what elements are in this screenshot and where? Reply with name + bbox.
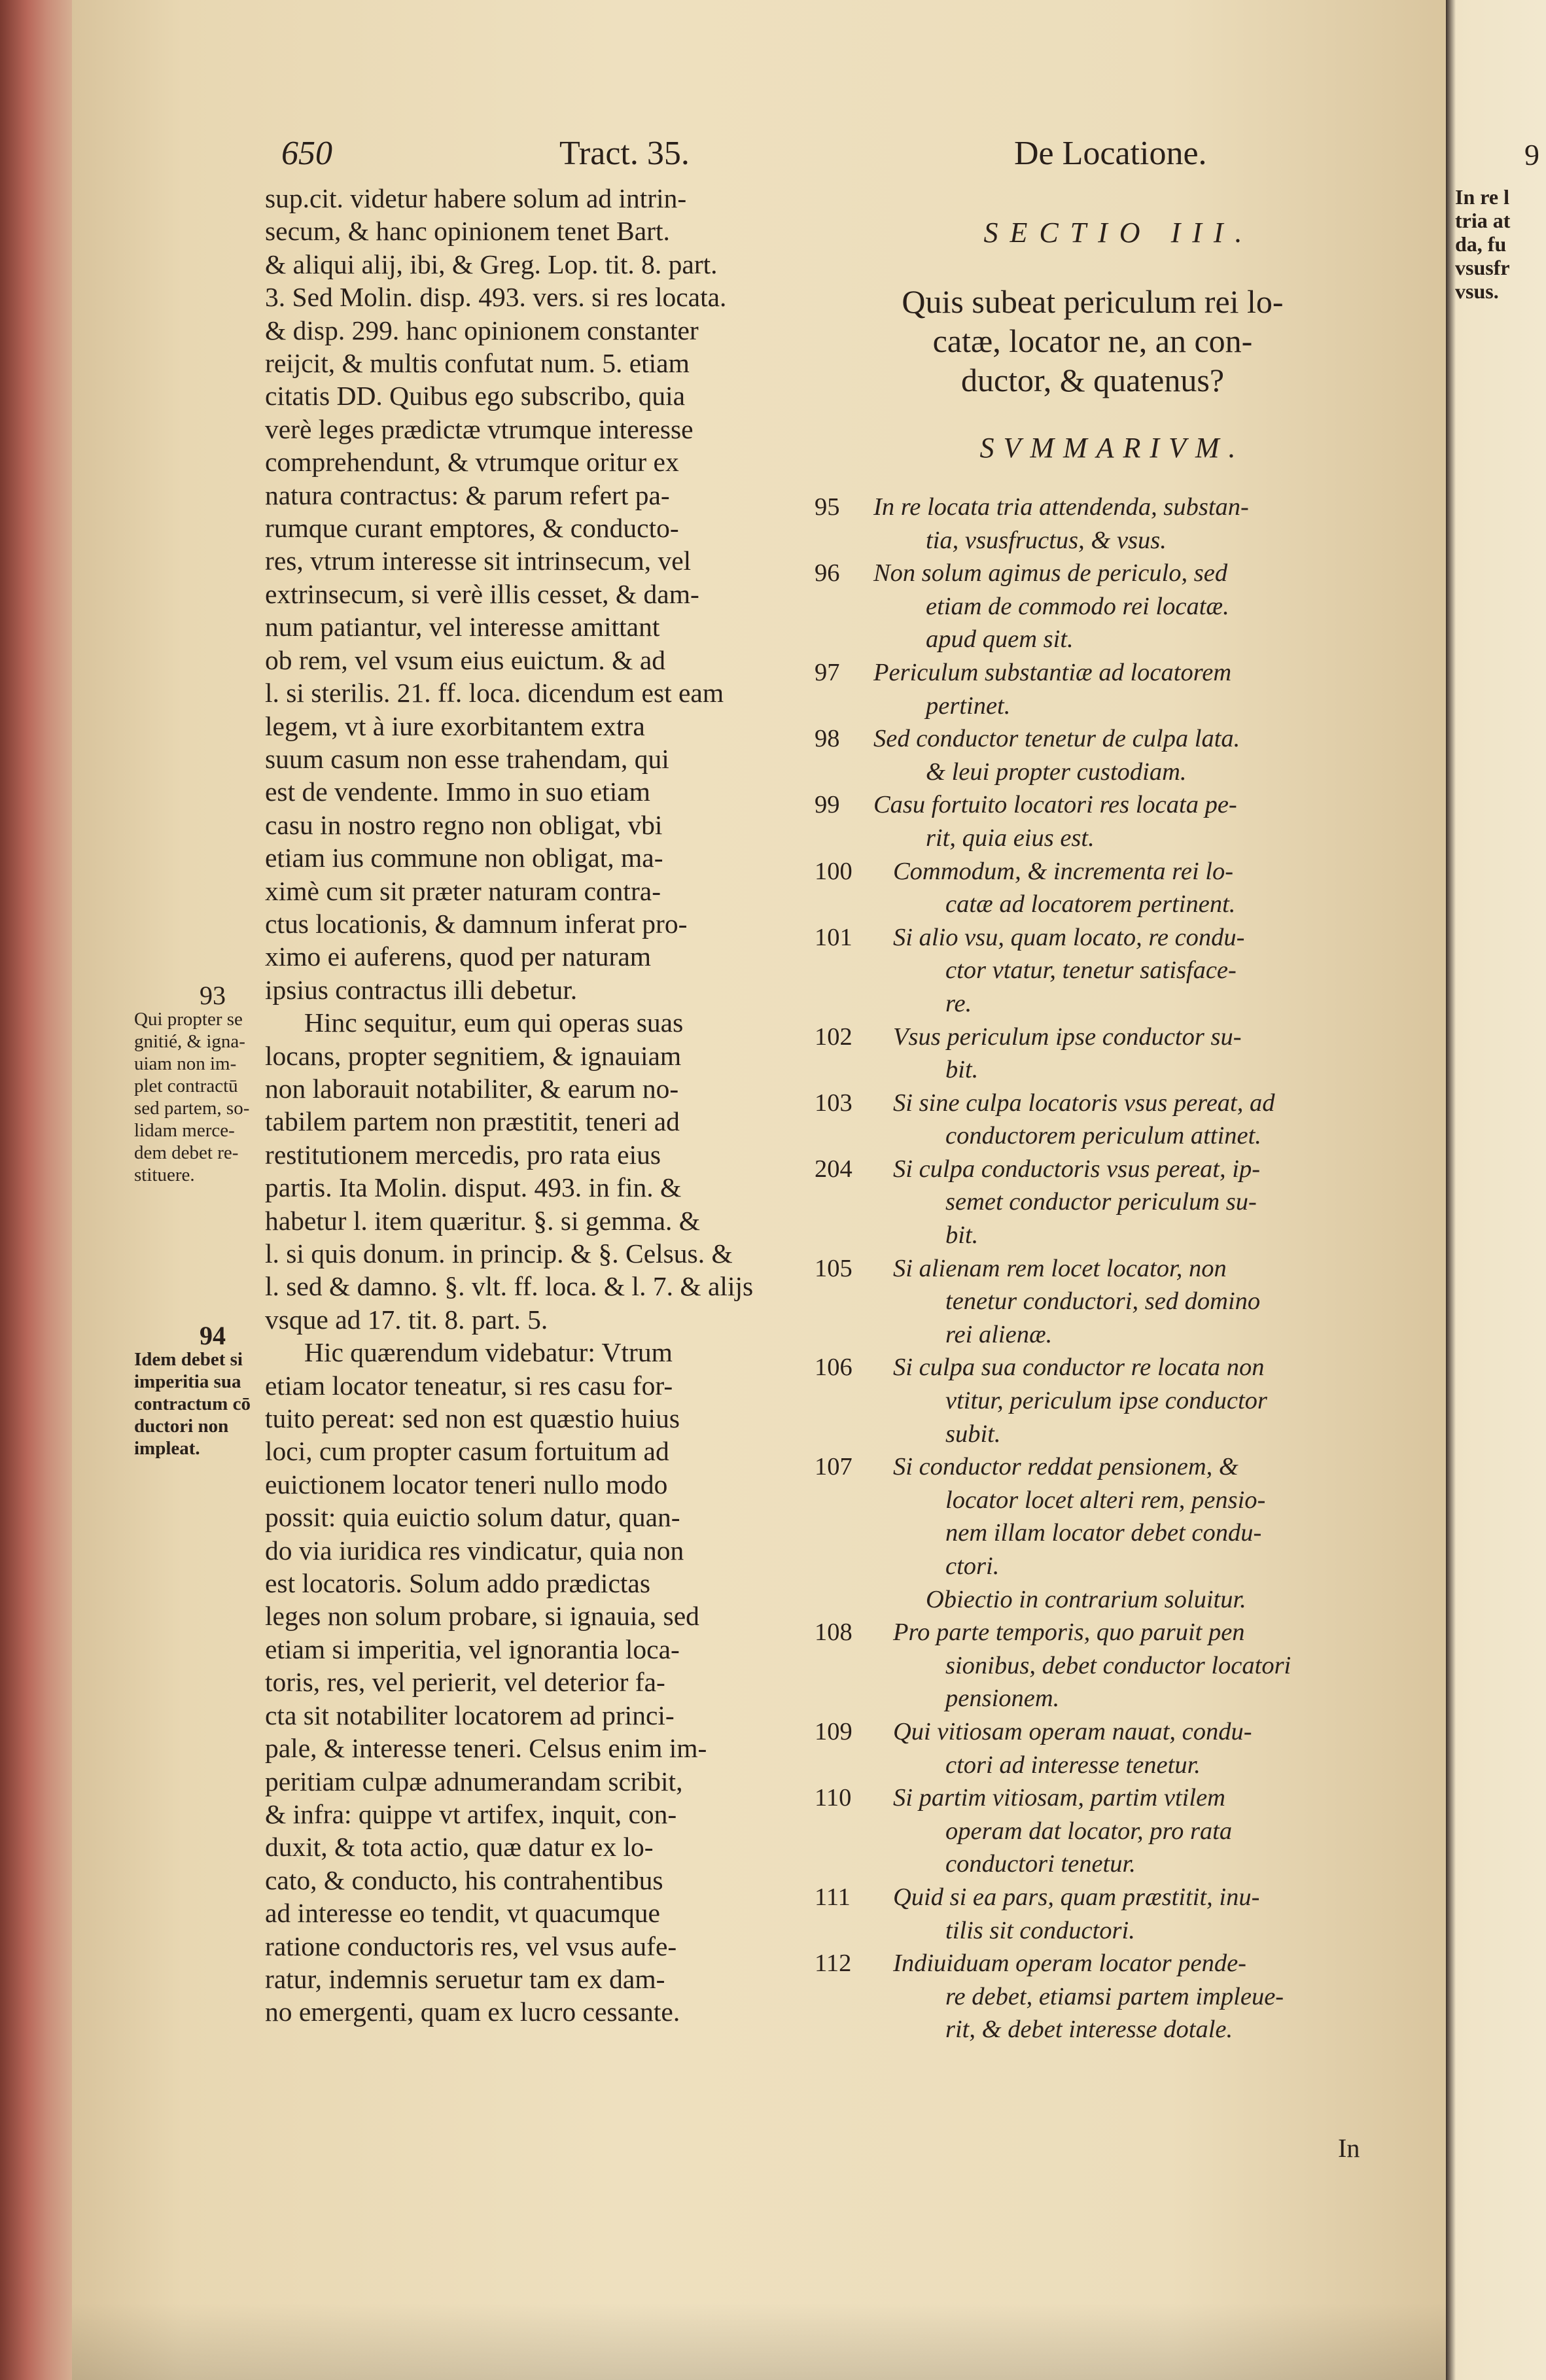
summary-line: sionibus, debet conductor locatori <box>945 1651 1291 1679</box>
summary-line: bit. <box>945 1056 979 1084</box>
summary-text <box>893 1087 1371 1153</box>
text-line: verè leges prædictæ vtrumque interesse <box>265 413 694 444</box>
next-page-line: tria at <box>1455 209 1511 232</box>
text-line: leges non solum probare, si ignauia, sed <box>265 1601 699 1632</box>
text-line: etiam ius commune non obligat, ma- <box>265 843 663 873</box>
summary-line: Si partim vitiosam, partim vtilem <box>893 1784 1225 1812</box>
text-line: l. si quis donum. in princip. & §. Celsus. & <box>265 1238 733 1269</box>
text-line: ipsius contractus illi debetur. <box>265 974 578 1005</box>
summary-text <box>873 788 1371 854</box>
summary-number: 95 <box>815 493 840 521</box>
running-title: De Locatione. <box>1014 135 1207 172</box>
summary-line: Quid si ea pars, quam præstitit, inu- <box>893 1883 1260 1911</box>
summary-number: 103 <box>815 1089 852 1117</box>
summary-objection: Obiectio in contrarium soluitur. <box>926 1585 1246 1613</box>
section-title-line: Quis subeat periculum rei lo- <box>902 283 1284 320</box>
summary-line: tilis sit conductori. <box>945 1916 1135 1944</box>
summary-item <box>815 1781 1371 1881</box>
summary-line: vtitur, periculum ipse conductor <box>945 1387 1267 1415</box>
summary-item <box>815 1087 1371 1153</box>
text-line: etiam locator teneatur, si res casu for- <box>265 1370 673 1401</box>
summary-number: 107 <box>815 1453 852 1481</box>
summary-line: nem illam locator debet condu- <box>945 1519 1262 1547</box>
text-line: secum, & hanc opinionem tenet Bart. <box>265 216 670 247</box>
margin-note-line: Qui propter se <box>134 1009 243 1030</box>
summary-text <box>873 491 1371 557</box>
text-line: toris, res, vel perierit, vel deterior fa- <box>265 1667 665 1698</box>
margin-note-number: 93 <box>200 981 226 1010</box>
summary-item <box>815 491 1371 557</box>
summary-line: locator locet alteri rem, pensio- <box>945 1486 1266 1514</box>
summary-line: re. <box>945 989 972 1017</box>
text-line: tuito pereat: sed non est quæstio huius <box>265 1403 680 1434</box>
summary-item <box>815 557 1371 656</box>
page-number: 650 <box>281 135 332 172</box>
summary-item <box>815 1351 1371 1450</box>
summary-line: Sed conductor tenetur de culpa lata. <box>873 725 1240 753</box>
margin-note-line: ductori non <box>134 1416 229 1437</box>
next-page-line: vsusfr <box>1455 256 1510 279</box>
text-line: no emergenti, quam ex lucro cessante. <box>265 1997 680 2027</box>
summary-line: Si sine culpa locatoris vsus pereat, ad <box>893 1089 1275 1117</box>
summary-item <box>815 1947 1371 2046</box>
summary-text <box>873 656 1371 722</box>
margin-note-line: stituere. <box>134 1164 195 1185</box>
summary-item <box>815 855 1371 921</box>
right-text-column <box>815 216 1371 2046</box>
text-line: duxit, & tota actio, quæ datur ex lo- <box>265 1832 654 1863</box>
summary-text <box>893 1153 1371 1252</box>
section-title-line: ductor, & quatenus? <box>960 362 1225 398</box>
summary-item <box>815 1616 1371 1715</box>
summary-line: bit. <box>945 1221 979 1250</box>
catchword: In <box>1338 2133 1360 2163</box>
summary-text <box>873 557 1371 656</box>
summary-text <box>893 1021 1371 1087</box>
section-heading: SECTIO III. <box>983 217 1254 249</box>
summary-item <box>815 722 1371 788</box>
text-line: est locatoris. Solum addo prædictas <box>265 1568 650 1599</box>
text-line: Hic quærendum videbatur: Vtrum <box>304 1337 673 1368</box>
text-line: comprehendunt, & vtrumque oritur ex <box>265 447 679 478</box>
summary-line: Si alio vsu, quam locato, re condu- <box>893 923 1245 951</box>
summary-line: conductorem periculum attinet. <box>945 1122 1261 1150</box>
summary-line: catæ ad locatorem pertinent. <box>945 890 1236 919</box>
summary-item <box>815 1715 1371 1781</box>
summary-line: Si conductor reddat pensionem, & <box>893 1453 1239 1481</box>
section-title <box>815 282 1371 400</box>
summary-line: ctori. <box>945 1552 1000 1580</box>
summary-line: Pro parte temporis, quo paruit pen <box>893 1619 1245 1647</box>
summary-line: re debet, etiamsi partem impleue- <box>945 1982 1284 2010</box>
margin-note-94 <box>134 1321 311 1460</box>
text-line: tabilem partem non præstitit, teneri ad <box>265 1106 680 1137</box>
summary-line: conductori tenetur. <box>945 1850 1136 1878</box>
summary-item <box>815 921 1371 1021</box>
text-line: 3. Sed Molin. disp. 493. vers. si res locata. <box>265 282 727 313</box>
margin-note-line: impleat. <box>134 1438 200 1459</box>
summary-line: tenetur conductori, sed domino <box>945 1287 1261 1316</box>
text-line: ximè cum sit præter naturam contra- <box>265 875 661 906</box>
summary-text <box>893 1881 1371 1947</box>
margin-note-line: sed partem, so- <box>134 1098 250 1119</box>
summary-line: Periculum substantiæ ad locatorem <box>873 658 1232 686</box>
text-line: & aliqui alij, ibi, & Greg. Lop. tit. 8. part. <box>265 249 718 279</box>
margin-note-line: dem debet re- <box>134 1142 239 1163</box>
summary-number: 111 <box>815 1883 851 1911</box>
summary-line: apud quem sit. <box>926 625 1074 654</box>
summary-line: ctori ad interesse tenetur. <box>945 1751 1201 1779</box>
next-page-line: vsus. <box>1455 279 1499 303</box>
text-line: extrinsecum, si verè illis cesset, & dam- <box>265 578 699 609</box>
summary-line: semet conductor periculum su- <box>945 1188 1257 1216</box>
text-line: l. si sterilis. 21. ff. loca. dicendum est eam <box>265 678 724 709</box>
tract-heading: Tract. 35. <box>559 135 690 172</box>
summary-number: 96 <box>815 559 840 587</box>
margin-note-93 <box>134 981 311 1186</box>
summary-line: subit. <box>945 1420 1001 1448</box>
summary-text <box>893 1947 1371 2046</box>
summary-list <box>815 491 1371 2046</box>
text-line: citatis DD. Quibus ego subscribo, quia <box>265 381 686 411</box>
summary-number: 109 <box>815 1717 852 1745</box>
text-line: suum casum non esse trahendam, qui <box>265 743 669 774</box>
summary-text <box>893 1351 1371 1450</box>
summary-line: Si culpa conductoris vsus pereat, ip- <box>893 1155 1261 1183</box>
page-shadow <box>72 2303 1446 2380</box>
margin-note-line: plet contractū <box>134 1076 238 1096</box>
summary-line: Vsus periculum ipse conductor su- <box>893 1023 1242 1051</box>
summary-text <box>893 855 1371 921</box>
summary-text <box>893 921 1371 1021</box>
summary-text <box>873 722 1371 788</box>
summary-text <box>893 1781 1371 1881</box>
margin-note-line: imperitia sua <box>134 1371 241 1392</box>
summary-line: etiam de commodo rei locatæ. <box>926 592 1229 620</box>
text-line: ad interesse eo tendit, vt quacumque <box>265 1898 660 1929</box>
next-page-line: da, fu <box>1455 232 1507 256</box>
summary-line: pertinet. <box>926 691 1011 720</box>
next-page-line: In re l <box>1455 185 1509 209</box>
text-line: & disp. 299. hanc opinionem constanter <box>265 315 699 345</box>
summary-number: 112 <box>815 1950 852 1978</box>
text-line: sup.cit. videtur habere solum ad intrin- <box>265 183 687 213</box>
summary-line: Si culpa sua conductor re locata non <box>893 1354 1265 1382</box>
summary-line: pensionem. <box>945 1685 1060 1713</box>
next-page-fragment <box>1446 0 1546 2380</box>
summary-line: Commodum, & incrementa rei lo- <box>893 857 1234 885</box>
text-line: do via iuridica res vindicatur, quia non <box>265 1535 684 1566</box>
text-line: reijcit, & multis confutat num. 5. etiam <box>265 348 690 379</box>
summary-item <box>815 1881 1371 1947</box>
text-line: Hinc sequitur, eum qui operas suas <box>304 1007 684 1038</box>
text-line: possit: quia euictio solum datur, quan- <box>265 1502 680 1533</box>
summary-text <box>893 1450 1371 1583</box>
summary-line: rit, quia eius est. <box>926 824 1095 852</box>
text-line: ratione conductoris res, vel vsus aufe- <box>265 1931 677 1961</box>
summary-line: In re locata tria attendenda, substan- <box>873 493 1249 521</box>
text-line: locans, propter segnitiem, & ignauiam <box>265 1040 682 1071</box>
text-line: ob rem, vel vsum eius euictum. & ad <box>265 644 666 675</box>
text-line: l. sed & damno. §. vlt. ff. loca. & l. 7. & alijs <box>265 1271 754 1302</box>
text-line: & infra: quippe vt artifex, inquit, con- <box>265 1798 677 1829</box>
text-line: ximo ei auferens, quod per naturam <box>265 941 652 972</box>
summary-heading: SVMMARIVM. <box>979 432 1245 464</box>
text-line: partis. Ita Molin. disput. 493. in fin. & <box>265 1172 682 1203</box>
summary-text <box>893 1252 1371 1352</box>
summary-number: 106 <box>815 1354 852 1382</box>
summary-item <box>815 788 1371 854</box>
summary-number: 101 <box>815 923 852 951</box>
summary-line: Si alienam rem locet locator, non <box>893 1254 1227 1282</box>
text-line: natura contractus: & parum refert pa- <box>265 480 670 510</box>
summary-text <box>893 1616 1371 1715</box>
summary-line: Non solum agimus de periculo, sed <box>873 559 1228 587</box>
summary-item <box>815 1153 1371 1252</box>
text-line: num patiantur, vel interesse amittant <box>265 612 660 642</box>
text-line: peritiam culpæ adnumerandam scribit, <box>265 1766 683 1796</box>
summary-number: 98 <box>815 725 840 753</box>
next-page-number: 9 <box>1524 138 1539 171</box>
summary-line: operam dat locator, pro rata <box>945 1817 1233 1845</box>
text-line: etiam si imperitia, vel ignorantia loca- <box>265 1634 680 1664</box>
summary-line: ctor vtatur, tenetur satisface- <box>945 956 1237 985</box>
text-line: cato, & conducto, his contrahentibus <box>265 1864 663 1895</box>
summary-item <box>815 656 1371 722</box>
summary-item <box>815 1021 1371 1087</box>
summary-number: 97 <box>815 658 840 686</box>
summary-number: 100 <box>815 857 852 885</box>
summary-number: 99 <box>815 791 840 819</box>
summary-line: Casu fortuito locatori res locata pe- <box>873 791 1237 819</box>
summary-number: 204 <box>815 1155 852 1183</box>
summary-item <box>815 1450 1371 1583</box>
text-line: euictionem locator teneri nullo modo <box>265 1469 668 1499</box>
text-line: casu in nostro regno non obligat, vbi <box>265 809 663 840</box>
margin-note-line: contractum cō <box>134 1393 251 1414</box>
text-line: restitutionem mercedis, pro rata eius <box>265 1139 661 1170</box>
left-text-column <box>265 182 841 2029</box>
page-fore-edge <box>0 0 79 2380</box>
summary-line: rit, & debet interesse dotale. <box>945 2016 1233 2044</box>
summary-number: 102 <box>815 1023 852 1051</box>
summary-line: rei alienæ. <box>945 1320 1053 1348</box>
margin-note-line: Idem debet si <box>134 1349 243 1370</box>
text-line: res, vtrum interesse sit intrinsecum, vel <box>265 546 692 576</box>
margin-note-line: lidam merce- <box>134 1120 235 1141</box>
text-line: ratur, indemnis seruetur tam ex dam- <box>265 1963 665 1994</box>
summary-line: tia, vsusfructus, & vsus. <box>926 526 1167 554</box>
margin-note-line: uiam non im- <box>134 1053 237 1074</box>
margin-note-number: 94 <box>200 1321 226 1350</box>
text-line: vsque ad 17. tit. 8. part. 5. <box>265 1304 548 1335</box>
text-line: ctus locationis, & damnum inferat pro- <box>265 908 688 939</box>
text-line: rumque curant emptores, & conducto- <box>265 513 679 544</box>
text-line: est de vendente. Immo in suo etiam <box>265 777 650 807</box>
summary-text <box>893 1715 1371 1781</box>
text-line: loci, cum propter casum fortuitum ad <box>265 1436 669 1467</box>
text-line: legem, vt à iure exorbitantem extra <box>265 710 645 741</box>
section-title-line: catæ, locator ne, an con- <box>932 323 1253 359</box>
summary-line: Indiuiduam operam locator pende- <box>893 1950 1246 1978</box>
text-line: cta sit notabiliter locatorem ad princi- <box>265 1700 675 1730</box>
summary-number: 110 <box>815 1784 852 1812</box>
summary-line: Qui vitiosam operam nauat, condu- <box>893 1717 1252 1745</box>
summary-line: & leui propter custodiam. <box>926 758 1187 786</box>
summary-item <box>815 1252 1371 1352</box>
text-line: pale, & interesse teneri. Celsus enim im- <box>265 1733 707 1764</box>
summary-number: 108 <box>815 1619 852 1647</box>
margin-note-line: gnitié, & igna- <box>134 1031 245 1052</box>
text-line: habetur l. item quæritur. §. si gemma. & <box>265 1205 701 1236</box>
summary-number: 105 <box>815 1254 852 1282</box>
text-line: non laborauit notabiliter, & earum no- <box>265 1073 679 1104</box>
